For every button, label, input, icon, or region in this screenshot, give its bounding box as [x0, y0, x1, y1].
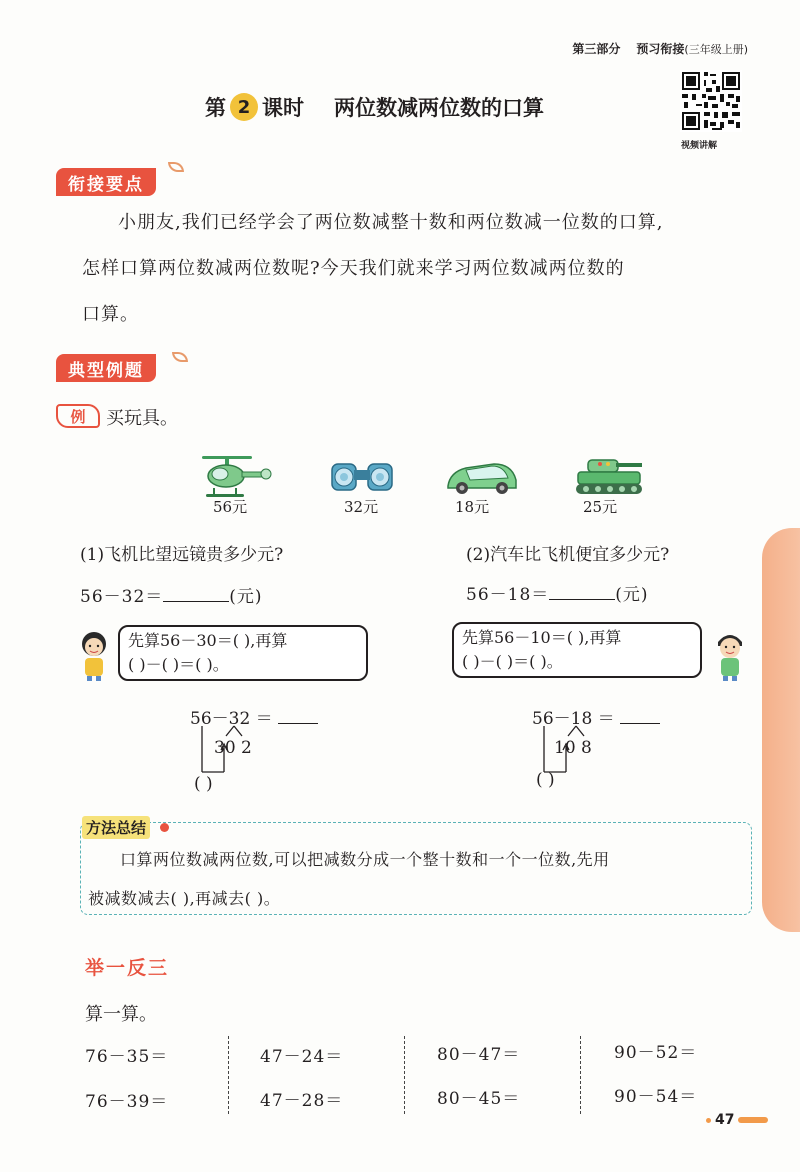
example-tag: 例	[56, 404, 100, 428]
question-2: (2)汽车比飞机便宜多少元?	[466, 545, 670, 565]
result-paren-2[interactable]: ( )	[536, 770, 555, 790]
qr-code-icon[interactable]	[680, 70, 742, 132]
bridge-badge: 衔接要点	[56, 168, 156, 196]
lesson-title: 第 2 课时 两位数减两位数的口算	[205, 92, 544, 122]
drill-item[interactable]: 76－35＝	[85, 1047, 169, 1067]
answer-blank[interactable]	[163, 588, 229, 602]
arrow-icon	[160, 823, 169, 832]
split-values-2: 10 8	[554, 738, 592, 758]
column-divider	[228, 1036, 229, 1114]
examples-badge: 典型例题	[56, 354, 156, 382]
drill-item[interactable]: 90－54＝	[614, 1087, 698, 1107]
leaf-icon	[168, 162, 184, 172]
bridge-paragraph: 小朋友,我们已经学会了两位数减整十数和两位数减一位数的口算, 怎样口算两位数减两位数呢?今天我们就来学习两位数减两位数的 口算。	[82, 212, 664, 325]
result-paren-1[interactable]: ( )	[194, 774, 213, 794]
hint-bubble-1: 先算56－30＝( ),再算 ( )－( )＝( )。	[118, 625, 368, 681]
drill-item[interactable]: 47－28＝	[260, 1091, 344, 1111]
hint-bubble-2: 先算56－10＝( ),再算 ( )－( )＝( )。	[452, 622, 702, 678]
calc-diagram-1: 56－32 ＝	[190, 704, 318, 729]
price-helicopter: 56元	[213, 498, 248, 516]
example-prompt: 买玩具。	[106, 408, 178, 429]
boy-icon	[712, 628, 748, 682]
answer-blank[interactable]	[549, 586, 615, 600]
split-values-1: 30 2	[214, 738, 252, 758]
side-tab	[762, 528, 800, 932]
practice-subtitle: 算一算。	[85, 1004, 157, 1025]
binoculars-icon	[322, 452, 402, 500]
summary-line-1: 口算两位数减两位数,可以把减数分成一个整十数和一个一位数,先用	[120, 850, 610, 869]
girl-icon	[76, 628, 112, 682]
drill-item[interactable]: 80－47＝	[437, 1045, 521, 1065]
leaf-icon	[172, 352, 188, 362]
calc-diagram-2: 56－18 ＝	[532, 704, 660, 729]
qr-caption: 视频讲解	[681, 141, 718, 151]
drill-item[interactable]: 80－45＝	[437, 1089, 521, 1109]
question-1: (1)飞机比望远镜贵多少元?	[80, 545, 284, 565]
price-binoculars: 32元	[344, 498, 379, 516]
summary-line-2: 被减数减去( ),再减去( )。	[88, 889, 281, 908]
part-label: 第三部分	[572, 42, 621, 56]
page-number: 47	[706, 1112, 768, 1128]
lesson-topic: 两位数减两位数的口算	[334, 96, 544, 120]
helicopter-icon	[196, 452, 276, 500]
lesson-number-badge: 2	[230, 93, 258, 121]
practice-title: 举一反三	[85, 957, 170, 979]
column-divider	[580, 1036, 581, 1114]
summary-title: 方法总结	[82, 816, 150, 839]
tank-icon	[570, 452, 650, 500]
price-tank: 25元	[583, 498, 618, 516]
running-header	[572, 40, 748, 57]
drill-item[interactable]: 47－24＝	[260, 1047, 344, 1067]
car-icon	[442, 452, 522, 500]
price-car: 18元	[455, 498, 490, 516]
equation-1: 56－32＝ (元)	[80, 587, 263, 607]
equation-2: 56－18＝ (元)	[466, 585, 649, 605]
section-label: 预习衔接(三年级上册)	[636, 42, 748, 56]
drill-item[interactable]: 76－39＝	[85, 1092, 169, 1112]
drill-item[interactable]: 90－52＝	[614, 1043, 698, 1063]
column-divider	[404, 1036, 405, 1114]
